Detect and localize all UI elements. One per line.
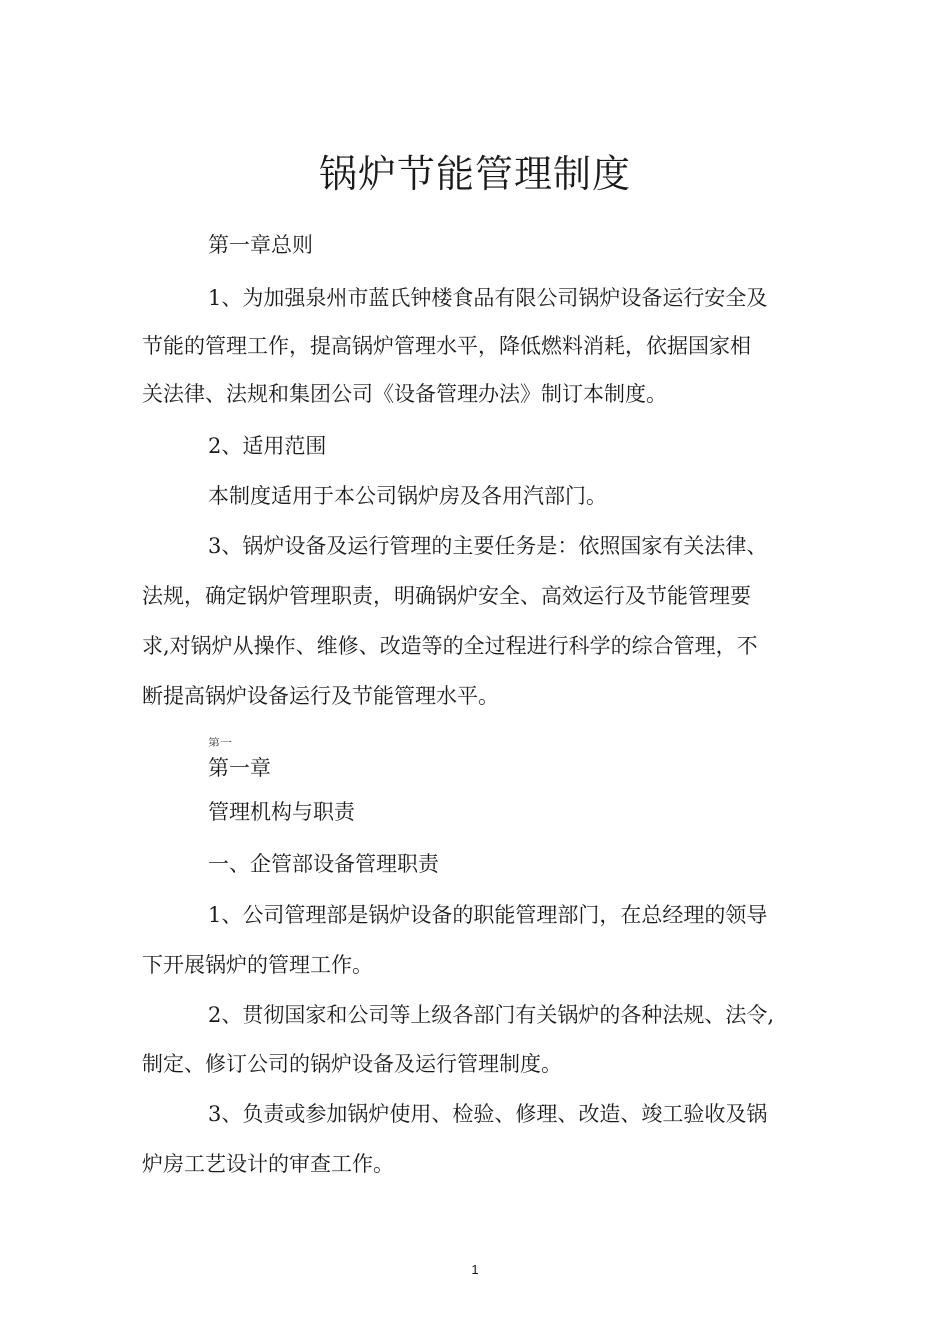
- paragraph-line: 炉房工艺设计的审查工作。: [142, 1152, 394, 1176]
- paragraph-line: 制定、修订公司的锅炉设备及运行管理制度。: [142, 1052, 562, 1076]
- paragraph-line: 断提高锅炉设备运行及节能管理水平。: [142, 684, 499, 708]
- paragraph-line: 下开展锅炉的管理工作。: [142, 953, 373, 977]
- section-heading: 2、适用范围: [208, 434, 327, 458]
- paragraph-line: 法规，确定锅炉管理职责，明确锅炉安全、高效运行及节能管理要: [142, 584, 751, 608]
- paragraph-line: 3、负责或参加锅炉使用、检验、修理、改造、竣工验收及锅: [208, 1102, 768, 1126]
- chapter-heading: 第一章: [208, 756, 271, 780]
- paragraph-line: 节能的管理工作，提高锅炉管理水平，降低燃料消耗，依据国家相: [142, 334, 751, 358]
- paragraph-line: 求,对锅炉从操作、维修、改造等的全过程进行科学的综合管理，不: [142, 634, 758, 658]
- section-heading: 一、企管部设备管理职责: [208, 852, 439, 876]
- page-number: 1: [471, 1262, 479, 1277]
- chapter-subtitle: 管理机构与职责: [208, 800, 355, 824]
- small-chapter-mark: 第一: [208, 738, 232, 749]
- paragraph-line: 1、公司管理部是锅炉设备的职能管理部门，在总经理的领导: [208, 903, 768, 927]
- paragraph-line: 3、锅炉设备及运行管理的主要任务是：依照国家有关法律、: [208, 534, 768, 558]
- paragraph-line: 关法律、法规和集团公司《设备管理办法》制订本制度。: [142, 382, 667, 406]
- paragraph-line: 2、贯彻国家和公司等上级各部门有关锅炉的各种法规、法令,: [208, 1003, 775, 1027]
- chapter-heading: 第一章总则: [208, 233, 313, 257]
- paragraph-line: 本制度适用于本公司锅炉房及各用汽部门。: [208, 484, 607, 508]
- document-title: 锅炉节能管理制度: [318, 152, 631, 196]
- paragraph-line: 1、为加强泉州市蓝氏钟楼食品有限公司锅炉设备运行安全及: [208, 286, 768, 310]
